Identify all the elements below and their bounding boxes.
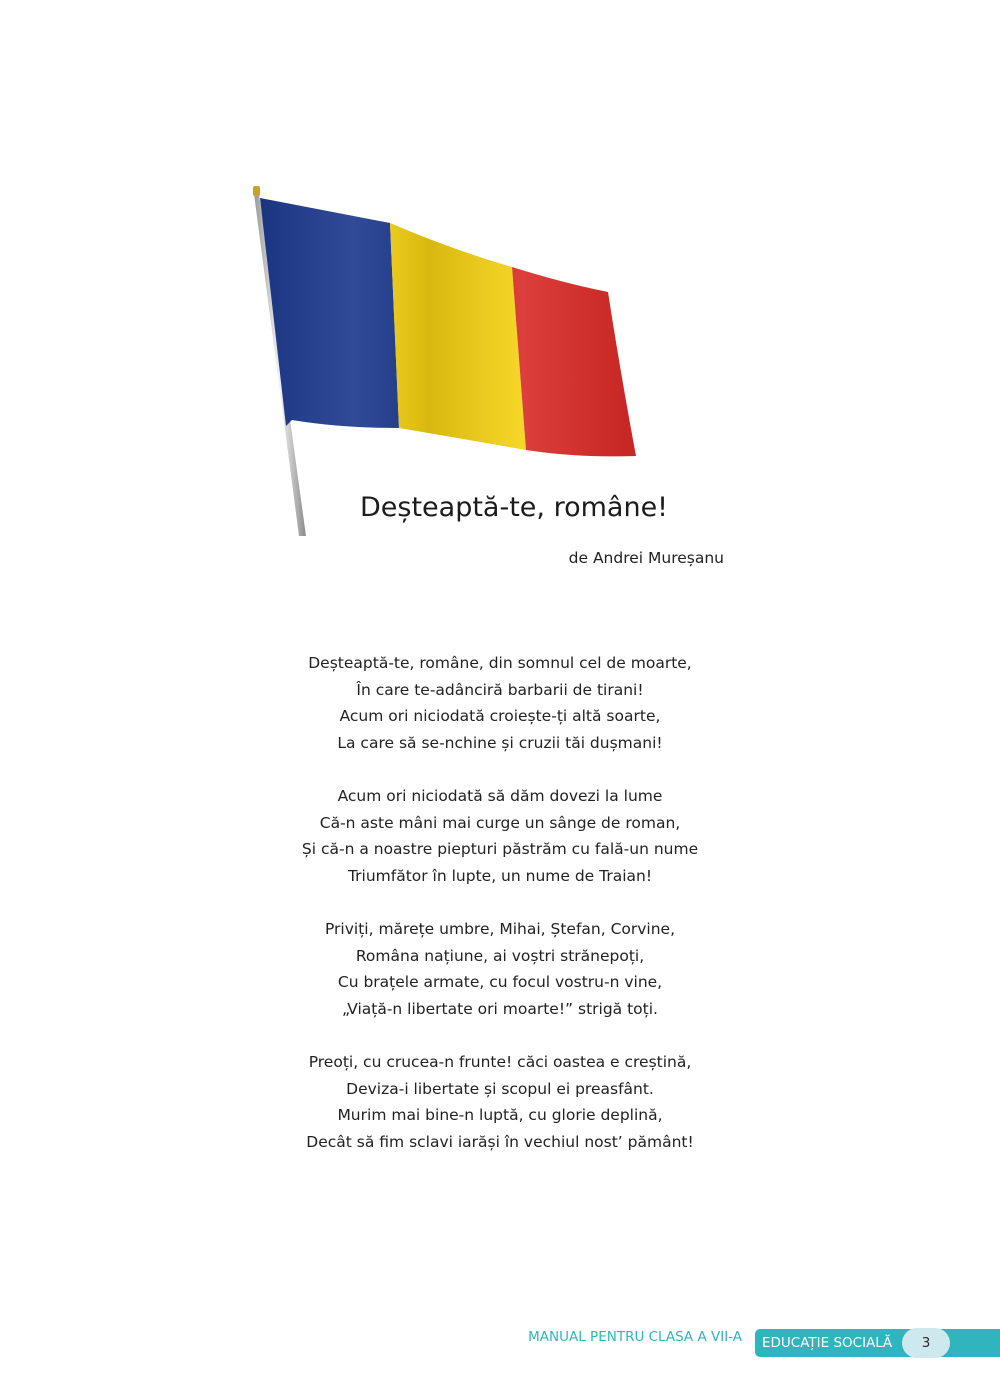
flag-finial <box>253 186 260 196</box>
poem-line: Acum ori niciodată croiește-ți altă soarte, <box>339 707 661 725</box>
poem-author: de Andrei Mureșanu <box>568 549 724 567</box>
poem-line: Și că-n a noastre piepturi păstrăm cu fală-un nume <box>301 840 699 858</box>
poem-line: Priviți, mărețe umbre, Mihai, Ștefan, Corvine, <box>324 920 676 938</box>
flag-fabric-shading <box>260 198 636 456</box>
poem-line: Murim mai bine-n luptă, cu glorie deplină, <box>337 1106 663 1124</box>
poem-line: Acum ori niciodată să dăm dovezi la lume <box>337 787 663 805</box>
poem-line: Deviza-i libertate și scopul ei preasfânt. <box>346 1079 654 1098</box>
page-number: 3 <box>902 1328 950 1358</box>
poem-stanza <box>200 650 800 756</box>
poem-line: „Viață-n libertate ori moarte!” strigă toți. <box>342 999 658 1018</box>
poem-line: În care te-adânciră barbarii de tirani! <box>356 680 644 699</box>
footer-manual-label: MANUAL PENTRU CLASA A VII-A <box>528 1329 742 1345</box>
poem-stanza <box>200 1049 800 1155</box>
poem-line: Cu brațele armate, cu focul vostru-n vine, <box>337 973 663 991</box>
footer-subject-label: EDUCAȚIE SOCIALĂ <box>762 1335 893 1351</box>
poem-stanza <box>200 916 800 1022</box>
poem-title: Deșteaptă-te, române! <box>360 492 669 523</box>
poem-stanza <box>200 783 800 889</box>
poem-line: Triumfător în lupte, un nume de Traian! <box>347 866 653 885</box>
poem-line: Decât să fim sclavi iarăși în vechiul nost’ pământ! <box>306 1132 694 1151</box>
poem-line: Româna națiune, ai voștri strănepoți, <box>355 946 645 965</box>
poem-line: Preoți, cu crucea-n frunte! căci oastea e creștină, <box>308 1053 692 1071</box>
poem-line: Că-n aste mâni mai curge un sânge de roman, <box>319 813 681 832</box>
poem-line: La care să se-nchine și cruzii tăi dușmani! <box>337 733 663 752</box>
poem-text <box>200 650 800 1182</box>
poem-line: Deșteaptă-te, române, din somnul cel de moarte, <box>308 654 692 672</box>
